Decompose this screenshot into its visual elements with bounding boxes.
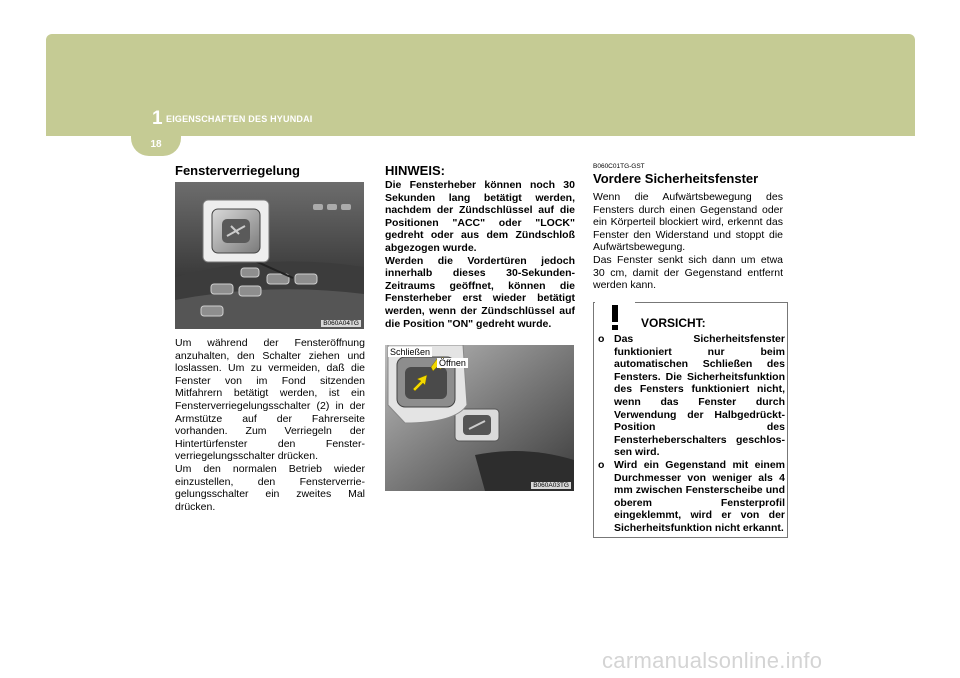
note-heading: HINWEIS: <box>385 163 445 178</box>
caution-item-text: Wird ein Gegenstand mit einem Durchmesser von weniger als 4 mm zwischen Fensterscheibe und oberem Fensterprofil eingeklemmt, wird er von der Sicherheitsfunktion nicht erkannt. <box>614 458 785 534</box>
window-lock-photo <box>175 182 364 329</box>
column-safety-window <box>593 163 783 292</box>
door-armrest-illustration <box>175 182 364 329</box>
window-switch-illustration <box>385 345 574 491</box>
label-close: Schließen <box>390 347 431 357</box>
note-paragraph: Werden die Vordertüren jedoch innerhalb dieses 30-Sekunden-Zeitraums geöffnet, können die Fensterheber erst wieder betätigt werden, wenn der Zündschlüssel auf die Position "ON" gedreht wurde. <box>385 254 575 330</box>
section-heading-safety-window: Vordere Sicherheitsfenster <box>593 171 759 186</box>
paragraph: Um während der Fensteröffnung anzuhalten, den Schalter ziehen und loslassen. Um zu vermeiden, daß die Fenster von im Fond sitzenden Mitfahrern betätigt werden, ist ein Fensterverriegelungsschalter (2) in der Armstütze auf der Fahrerseite vorhanden. Zum Verriegeln der Hintertürfenster den Fenster-verriegelungsschalter drücken. <box>175 337 365 463</box>
bullet-marker: o <box>598 458 605 471</box>
list-item <box>598 459 785 535</box>
chapter-title: EIGENSCHAFTEN DES HYUNDAI <box>166 114 313 124</box>
caution-title: VORSICHT: <box>641 316 706 330</box>
image-code: B060A04TG <box>323 320 359 327</box>
page-number-tab <box>131 134 181 156</box>
exclamation-icon <box>593 296 637 336</box>
section-heading-window-lock: Fensterverriegelung <box>175 163 300 178</box>
column-window-lock <box>175 163 365 513</box>
paragraph: Das Fenster senkt sich dann um etwa 30 cm, damit der Gegenstand entfernt werden kann. <box>593 253 783 292</box>
paragraph: Um den normalen Betrieb wieder einzustellen, den Fensterverrie-gelungsschalter ein zweites Mal drücken. <box>175 462 365 513</box>
window-switch-photo <box>385 345 574 491</box>
list-item <box>598 333 785 459</box>
caution-item-text: Das Sicherheitsfenster funktioniert nur beim automatischen Schließen des Fensters. Die Sicherheitsfunktion des Fensters funktioniert nicht, wenn das Fenster durch Verwendung der Halbgedrückt-Position des Fensterheberschalters geschlos-sen wird. <box>614 333 785 459</box>
watermark: carmanualsonline.info <box>602 648 823 673</box>
image-code: B060A03TG <box>533 482 569 489</box>
page-number: 18 <box>150 139 162 150</box>
caution-list <box>598 333 785 535</box>
chapter-number: 1 <box>152 108 163 129</box>
label-open: Öffnen <box>439 358 466 368</box>
section-code: B060C01TG-GST <box>593 163 645 170</box>
note-paragraph: Die Fensterheber können noch 30 Sekunden lang betätigt werden, nachdem der Zündschlüssel auf die Positionen "ACC" oder "LOCK" gedreht oder aus dem Zündschloß abgezogen wurde. <box>385 179 575 254</box>
caution-box <box>593 302 788 538</box>
bullet-marker: o <box>598 333 605 345</box>
paragraph: Wenn die Aufwärtsbewegung des Fensters durch einen Gegenstand oder ein Körperteil blockiert wird, erkennt das Fenster den Widerstand und stoppt die Aufwärtsbewegung. <box>593 191 783 254</box>
column-note <box>385 163 575 489</box>
